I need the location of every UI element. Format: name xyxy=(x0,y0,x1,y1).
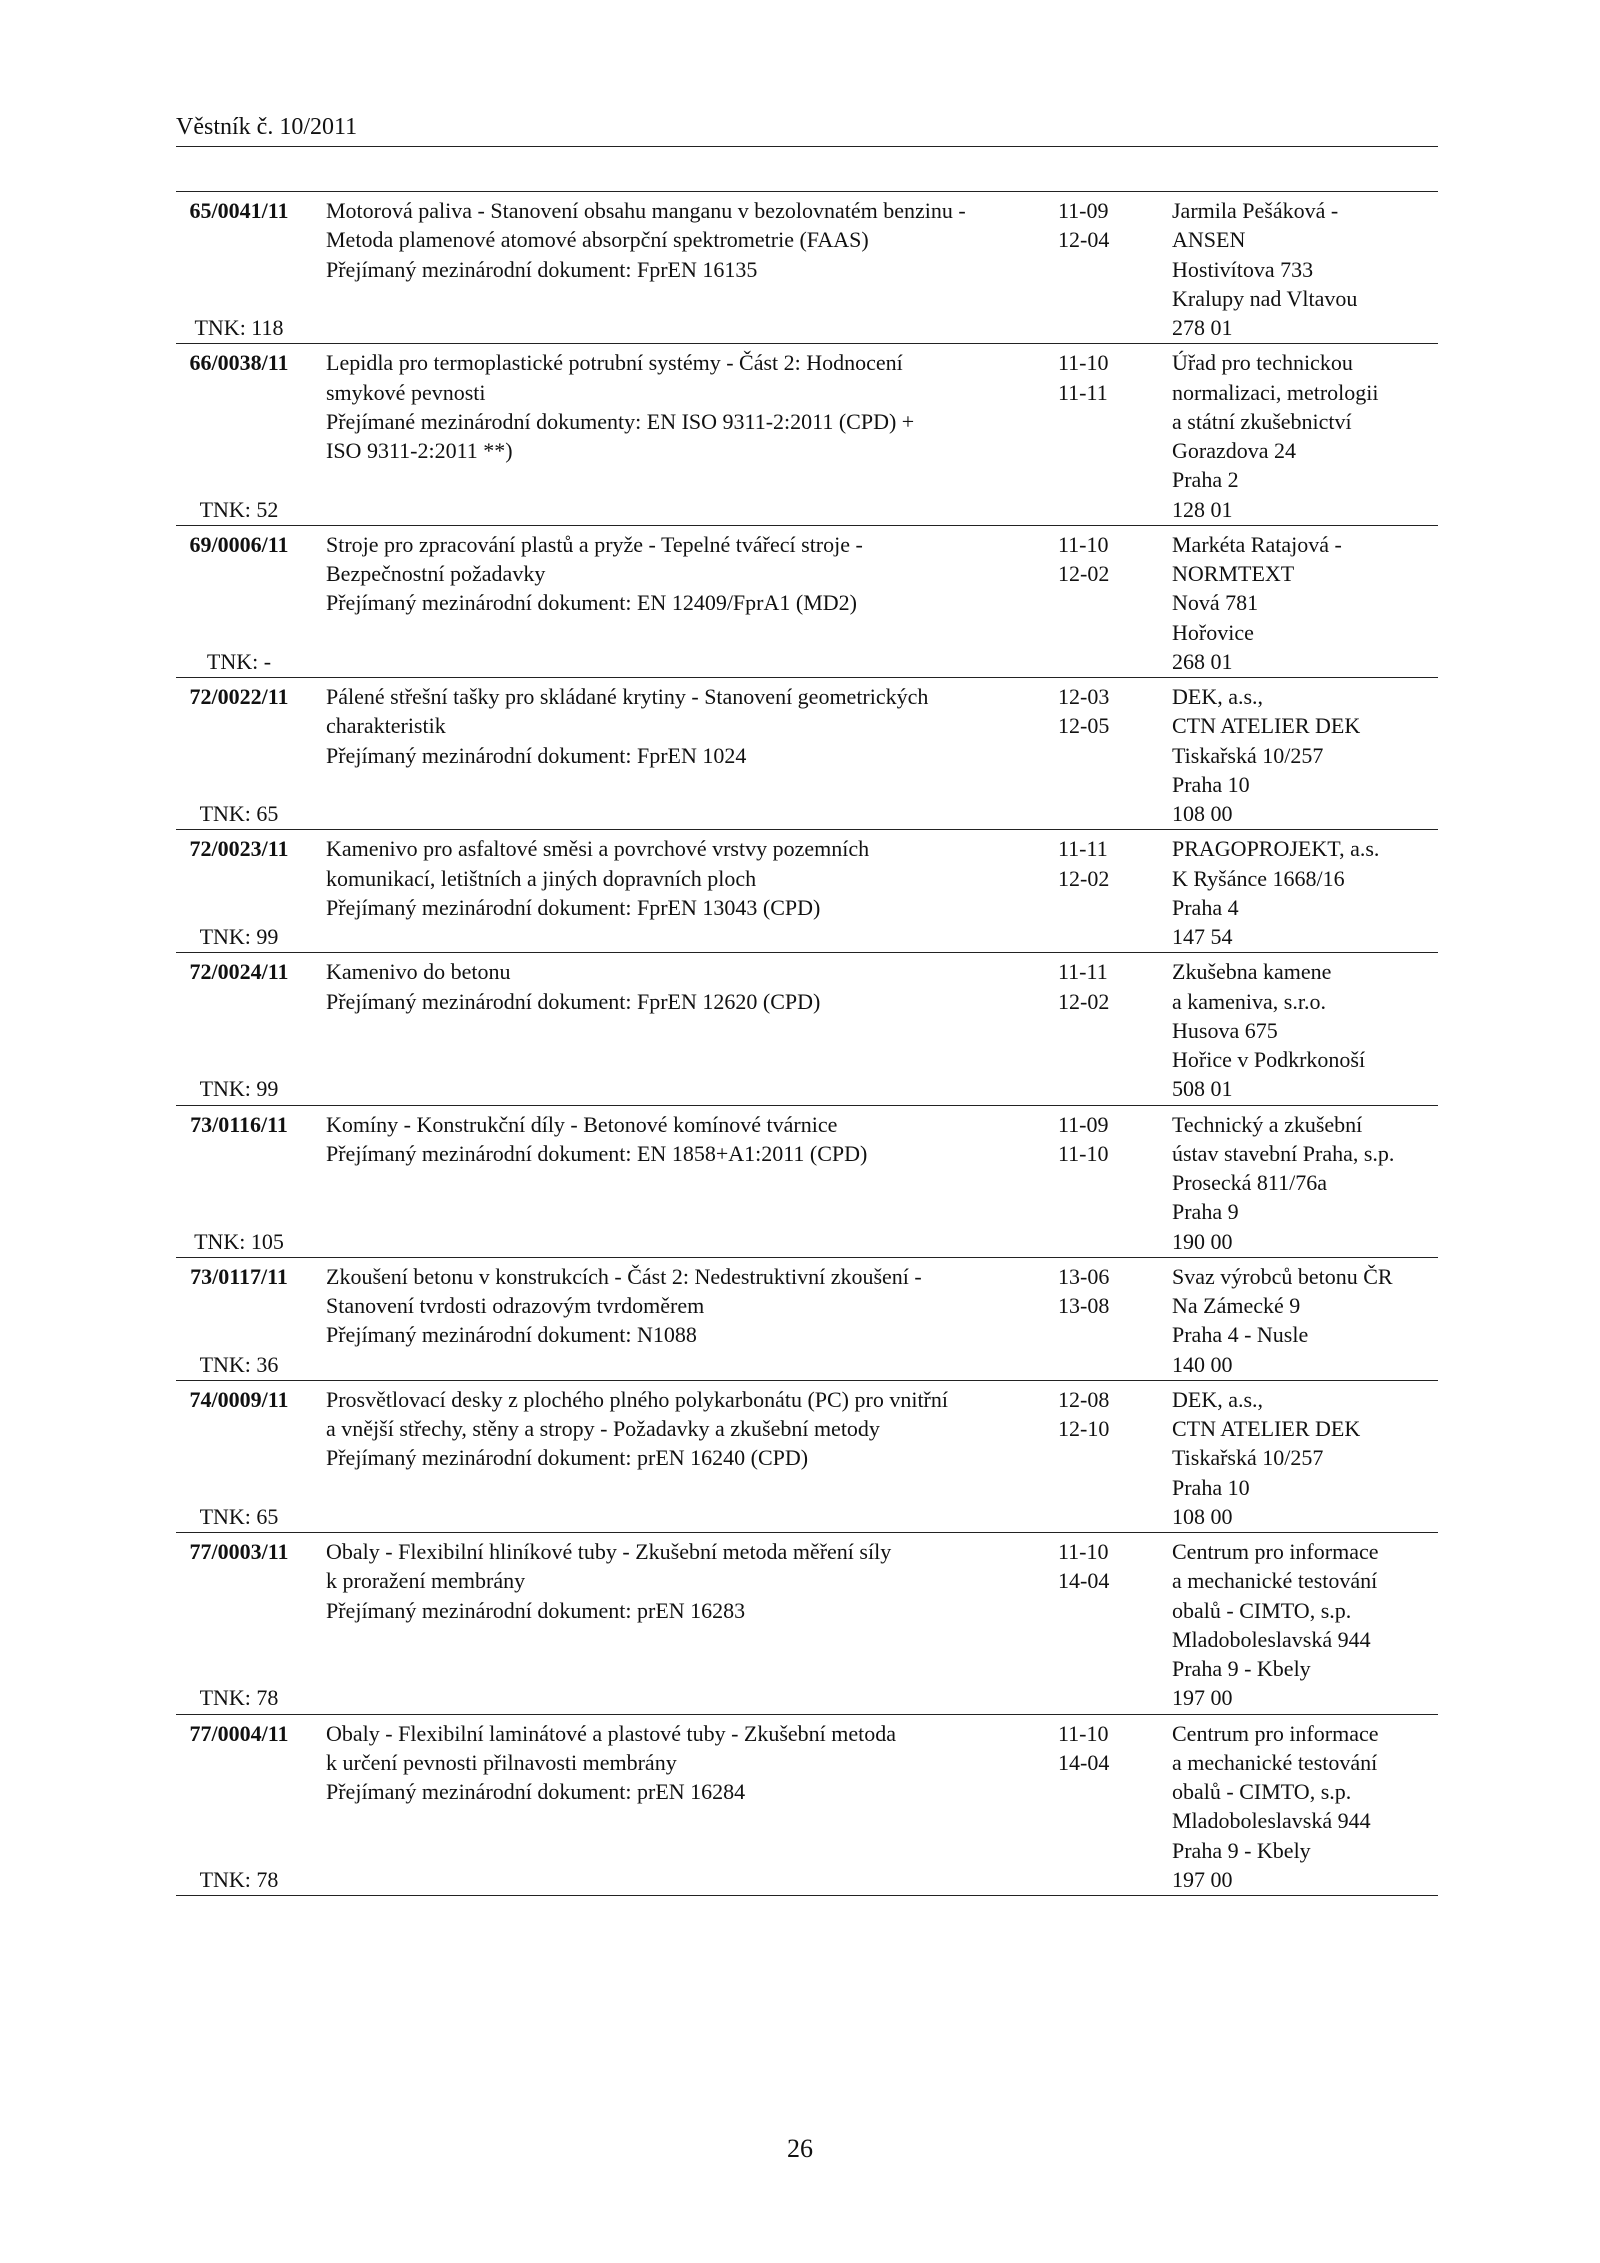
entry-title-line: Přejímaný mezinárodní dokument: N1088 xyxy=(326,1322,697,1348)
entry-dates-line: 11-10 xyxy=(1058,1539,1109,1564)
entry-processor-line: Praha 10 xyxy=(1172,1474,1250,1500)
entry-processor-line: K Ryšánce 1668/16 xyxy=(1172,865,1345,891)
entry-title-line: Prosvětlovací desky z plochého plného polykarbonátu (PC) pro vnitřní xyxy=(326,1386,948,1412)
table-row xyxy=(176,953,1438,1105)
entry-tnk: TNK: 99 xyxy=(199,924,279,949)
entry-processor xyxy=(1172,1719,1438,1895)
entry-tnk: TNK: 65 xyxy=(199,1503,279,1529)
entry-dates-line: 11-09 xyxy=(1058,1111,1109,1137)
entry-title xyxy=(326,196,966,284)
entry-tnk: TNK: 99 xyxy=(199,1076,279,1102)
entry-dates-line: 11-10 xyxy=(1058,1720,1109,1746)
entry-dates-line: 12-04 xyxy=(1058,227,1110,253)
entry-dates-line: 14-04 xyxy=(1058,1568,1110,1594)
entry-tnk: TNK: 78 xyxy=(199,1685,279,1711)
entry-processor-line: CTN ATELIER DEK xyxy=(1172,713,1361,739)
entry-title xyxy=(326,834,886,922)
entry-processor-line: Praha 9 - Kbely xyxy=(1172,1656,1311,1681)
table-row xyxy=(176,678,1438,830)
entry-processor-line: 190 00 xyxy=(1172,1228,1233,1254)
entry-title-line: Lepidla pro termoplastické potrubní systémy - Část 2: Hodnocení xyxy=(326,350,903,376)
entry-dates xyxy=(1058,348,1148,407)
entry-title-line: Přejímaný mezinárodní dokument: EN 12409/FprA1 (MD2) xyxy=(326,590,857,616)
entry-processor-line: 197 00 xyxy=(1172,1866,1233,1892)
entry-title xyxy=(326,1719,897,1807)
entry-processor-line: Tiskařská 10/257 xyxy=(1172,1445,1324,1471)
entry-title xyxy=(326,1110,886,1169)
entry-dates xyxy=(1058,834,1148,893)
entry-title-line: Komíny - Konstrukční díly - Betonové komínové tvárnice xyxy=(326,1111,838,1137)
entry-processor-line: Hostivítova 733 xyxy=(1172,256,1314,282)
entry-processor-line: Nová 781 xyxy=(1172,590,1259,616)
entry-processor-line: Kralupy nad Vltavou xyxy=(1172,285,1358,311)
entry-dates-line: 11-11 xyxy=(1058,379,1108,405)
entry-title-line: Zkoušení betonu v konstrukcích - Část 2: Nedestruktivní zkoušení - xyxy=(326,1263,922,1289)
entry-number: 73/0116/11 xyxy=(190,1111,288,1137)
entry-dates xyxy=(1058,196,1148,255)
entry-processor-line: 140 00 xyxy=(1172,1351,1233,1377)
table-row xyxy=(176,1715,1438,1897)
entry-title-line: ISO 9311-2:2011 **) xyxy=(326,438,513,463)
entry-dates xyxy=(1058,1110,1148,1169)
entry-processor-line: Praha 10 xyxy=(1172,771,1250,797)
entry-number: 74/0009/11 xyxy=(189,1386,289,1412)
entry-dates xyxy=(1058,1262,1148,1321)
entry-processor xyxy=(1172,682,1438,828)
entry-processor xyxy=(1172,834,1438,951)
table-row xyxy=(176,344,1438,526)
entry-processor-line: Mladoboleslavská 944 xyxy=(1172,1626,1371,1652)
entry-title-line: Kamenivo do betonu xyxy=(326,959,511,985)
entry-processor-line: ANSEN xyxy=(1172,227,1246,253)
entry-processor-line: normalizaci, metrologii xyxy=(1172,379,1379,405)
entry-dates xyxy=(1058,1385,1148,1444)
entry-number: 72/0024/11 xyxy=(189,959,289,985)
entry-number: 72/0023/11 xyxy=(189,836,289,862)
entry-number: 65/0041/11 xyxy=(189,198,289,223)
entry-number: 66/0038/11 xyxy=(189,350,289,376)
entry-title-line: Metoda plamenové atomové absorpční spektrometrie (FAAS) xyxy=(326,227,869,253)
entry-processor-line: a mechanické testování xyxy=(1172,1749,1378,1775)
entry-processor-line: Tiskařská 10/257 xyxy=(1172,742,1324,768)
entry-title-line: smykové pevnosti xyxy=(326,379,486,405)
entry-processor-line: Prosecká 811/76a xyxy=(1172,1170,1327,1195)
entry-processor-line: DEK, a.s., xyxy=(1172,684,1264,709)
table-row xyxy=(176,1258,1438,1381)
entry-title-line: Přejímaný mezinárodní dokument: FprEN 16135 xyxy=(326,256,758,282)
entry-processor-line: Praha 9 xyxy=(1172,1199,1239,1225)
entry-processor-line: a státní zkušebnictví xyxy=(1172,408,1352,434)
table-row xyxy=(176,1533,1438,1715)
entry-dates-line: 11-09 xyxy=(1058,198,1109,223)
entry-title-line: Bezpečnostní požadavky xyxy=(326,561,546,586)
entry-title-line: Obaly - Flexibilní laminátové a plastové tuby - Zkušební metoda xyxy=(326,1720,897,1746)
entry-processor-line: 128 01 xyxy=(1172,496,1233,522)
entry-title-line: Přejímaný mezinárodní dokument: prEN 16240 (CPD) xyxy=(326,1445,809,1471)
entry-title-line: komunikací, letištních a jiných dopravních ploch xyxy=(326,865,757,891)
entry-processor-line: Mladoboleslavská 944 xyxy=(1172,1808,1371,1834)
entry-title xyxy=(326,530,886,618)
page-number: 26 xyxy=(787,2134,813,2163)
entry-processor xyxy=(1172,1262,1438,1379)
entry-dates-line: 11-11 xyxy=(1058,836,1108,862)
entry-processor-line: Jarmila Pešáková - xyxy=(1172,198,1339,223)
entry-title-line: Přejímaný mezinárodní dokument: FprEN 12620 (CPD) xyxy=(326,988,821,1014)
entry-processor-line: ústav stavební Praha, s.p. xyxy=(1172,1140,1395,1166)
entry-processor-line: Centrum pro informace xyxy=(1172,1720,1379,1746)
entry-dates-line: 11-10 xyxy=(1058,531,1109,557)
entry-title-line: Přejímaný mezinárodní dokument: FprEN 1024 xyxy=(326,742,747,768)
entry-title-line: Stanovení tvrdosti odrazovým tvrdoměrem xyxy=(326,1293,705,1318)
standards-table xyxy=(176,191,1438,1896)
table-row xyxy=(176,1381,1438,1533)
entry-title xyxy=(326,348,915,465)
entry-dates xyxy=(1058,1537,1148,1596)
entry-processor-line: a kameniva, s.r.o. xyxy=(1172,988,1326,1014)
entry-dates-line: 12-02 xyxy=(1058,988,1110,1014)
entry-processor-line: obalů - CIMTO, s.p. xyxy=(1172,1779,1352,1804)
entry-processor-line: Zkušebna kamene xyxy=(1172,959,1332,985)
entry-title xyxy=(326,1537,892,1625)
entry-dates-line: 12-02 xyxy=(1058,561,1110,586)
entry-title-line: Přejímaný mezinárodní dokument: prEN 16283 xyxy=(326,1597,746,1623)
entry-tnk: TNK: 52 xyxy=(199,496,279,522)
entry-processor-line: Hořice v Podkrkonoší xyxy=(1172,1047,1366,1072)
entry-tnk: TNK: - xyxy=(206,648,272,674)
entry-processor-line: Hořovice xyxy=(1172,619,1254,645)
entry-processor-line: 197 00 xyxy=(1172,1685,1233,1711)
entry-processor-line: Na Zámecké 9 xyxy=(1172,1293,1301,1318)
entry-title-line: Přejímaný mezinárodní dokument: EN 1858+A1:2011 (CPD) xyxy=(326,1140,868,1166)
entry-processor-line: Praha 4 xyxy=(1172,894,1239,920)
entry-dates xyxy=(1058,682,1148,741)
entry-title-line: Přejímané mezinárodní dokumenty: EN ISO 9311-2:2011 (CPD) + xyxy=(326,408,915,434)
entry-dates-line: 11-11 xyxy=(1058,959,1108,985)
entry-processor xyxy=(1172,1110,1438,1256)
entry-title-line: Přejímaný mezinárodní dokument: prEN 16284 xyxy=(326,1779,746,1804)
entry-processor-line: PRAGOPROJEKT, a.s. xyxy=(1172,836,1380,862)
entry-dates-line: 11-10 xyxy=(1058,1140,1109,1166)
entry-title-line: Obaly - Flexibilní hliníkové tuby - Zkušební metoda měření síly xyxy=(326,1539,892,1564)
entry-processor-line: 268 01 xyxy=(1172,648,1233,674)
entry-title-line: charakteristik xyxy=(326,713,446,739)
entry-tnk: TNK: 65 xyxy=(199,801,279,826)
entry-title xyxy=(326,1385,948,1473)
entry-processor-line: 508 01 xyxy=(1172,1076,1233,1102)
entry-tnk: TNK: 36 xyxy=(199,1351,279,1377)
table-row xyxy=(176,192,1438,344)
entry-processor xyxy=(1172,530,1438,676)
table-row xyxy=(176,830,1438,953)
entry-processor-line: Gorazdova 24 xyxy=(1172,438,1297,463)
entry-processor-line: Svaz výrobců betonu ČR xyxy=(1172,1263,1393,1289)
entry-number: 73/0117/11 xyxy=(190,1263,288,1289)
entry-processor-line: 147 54 xyxy=(1172,924,1233,949)
header-rule xyxy=(176,146,1438,147)
entry-dates-line: 11-10 xyxy=(1058,350,1109,376)
table-row xyxy=(176,1106,1438,1258)
entry-title xyxy=(326,957,886,1016)
entry-dates-line: 12-02 xyxy=(1058,865,1110,891)
entry-processor-line: Technický a zkušební xyxy=(1172,1111,1363,1137)
entry-dates-line: 12-08 xyxy=(1058,1386,1110,1412)
entry-processor-line: Centrum pro informace xyxy=(1172,1539,1379,1564)
entry-processor-line: Úřad pro technickou xyxy=(1172,350,1353,376)
entry-title-line: Motorová paliva - Stanovení obsahu manganu v bezolovnatém benzinu - xyxy=(326,198,966,223)
entry-dates-line: 14-04 xyxy=(1058,1749,1110,1775)
entry-processor xyxy=(1172,196,1438,342)
entry-title-line: Pálené střešní tašky pro skládané krytiny - Stanovení geometrických xyxy=(326,684,929,709)
entry-dates xyxy=(1058,957,1148,1016)
entry-title-line: k proražení membrány xyxy=(326,1568,526,1594)
entry-number: 72/0022/11 xyxy=(189,684,289,709)
entry-number: 69/0006/11 xyxy=(189,531,289,557)
entry-title-line: a vnější střechy, stěny a stropy - Požadavky a zkušební metody xyxy=(326,1416,880,1441)
entry-title-line: Stroje pro zpracování plastů a pryže - Tepelné tvářecí stroje - xyxy=(326,531,863,557)
entry-processor-line: Praha 2 xyxy=(1172,467,1239,493)
entry-processor-line: 108 00 xyxy=(1172,1503,1233,1529)
table-row xyxy=(176,526,1438,678)
entry-processor-line: CTN ATELIER DEK xyxy=(1172,1416,1361,1441)
entry-title xyxy=(326,1262,922,1350)
entry-processor-line: NORMTEXT xyxy=(1172,561,1295,586)
entry-dates-line: 12-03 xyxy=(1058,684,1110,709)
entry-dates xyxy=(1058,530,1148,589)
entry-processor xyxy=(1172,1537,1438,1713)
entry-title-line: Přejímaný mezinárodní dokument: FprEN 13043 (CPD) xyxy=(326,894,821,920)
entry-title xyxy=(326,682,929,770)
entry-processor-line: DEK, a.s., xyxy=(1172,1386,1264,1412)
entry-dates-line: 13-06 xyxy=(1058,1263,1110,1289)
entry-processor-line: Praha 9 - Kbely xyxy=(1172,1837,1311,1863)
entry-number: 77/0004/11 xyxy=(189,1720,289,1746)
page-header: Věstník č. 10/2011 xyxy=(176,114,358,140)
entry-processor-line: 108 00 xyxy=(1172,801,1233,826)
entry-processor xyxy=(1172,1385,1438,1531)
entry-number: 77/0003/11 xyxy=(189,1539,289,1564)
entry-processor-line: Husova 675 xyxy=(1172,1017,1278,1043)
entry-tnk: TNK: 105 xyxy=(194,1228,284,1254)
entry-dates xyxy=(1058,1719,1148,1778)
entry-processor xyxy=(1172,957,1438,1103)
entry-dates-line: 12-10 xyxy=(1058,1416,1110,1441)
entry-dates-line: 13-08 xyxy=(1058,1293,1110,1318)
entry-title-line: Kamenivo pro asfaltové směsi a povrchové vrstvy pozemních xyxy=(326,836,870,862)
entry-processor-line: Markéta Ratajová - xyxy=(1172,531,1342,557)
entry-dates-line: 12-05 xyxy=(1058,713,1110,739)
entry-title-line: k určení pevnosti přilnavosti membrány xyxy=(326,1749,677,1775)
entry-processor-line: 278 01 xyxy=(1172,315,1233,340)
entry-processor-line: Praha 4 - Nusle xyxy=(1172,1322,1309,1348)
entry-tnk: TNK: 78 xyxy=(199,1866,279,1892)
entry-processor-line: a mechanické testování xyxy=(1172,1568,1378,1594)
entry-processor-line: obalů - CIMTO, s.p. xyxy=(1172,1597,1352,1623)
entry-tnk: TNK: 118 xyxy=(194,315,284,340)
entry-processor xyxy=(1172,348,1438,524)
